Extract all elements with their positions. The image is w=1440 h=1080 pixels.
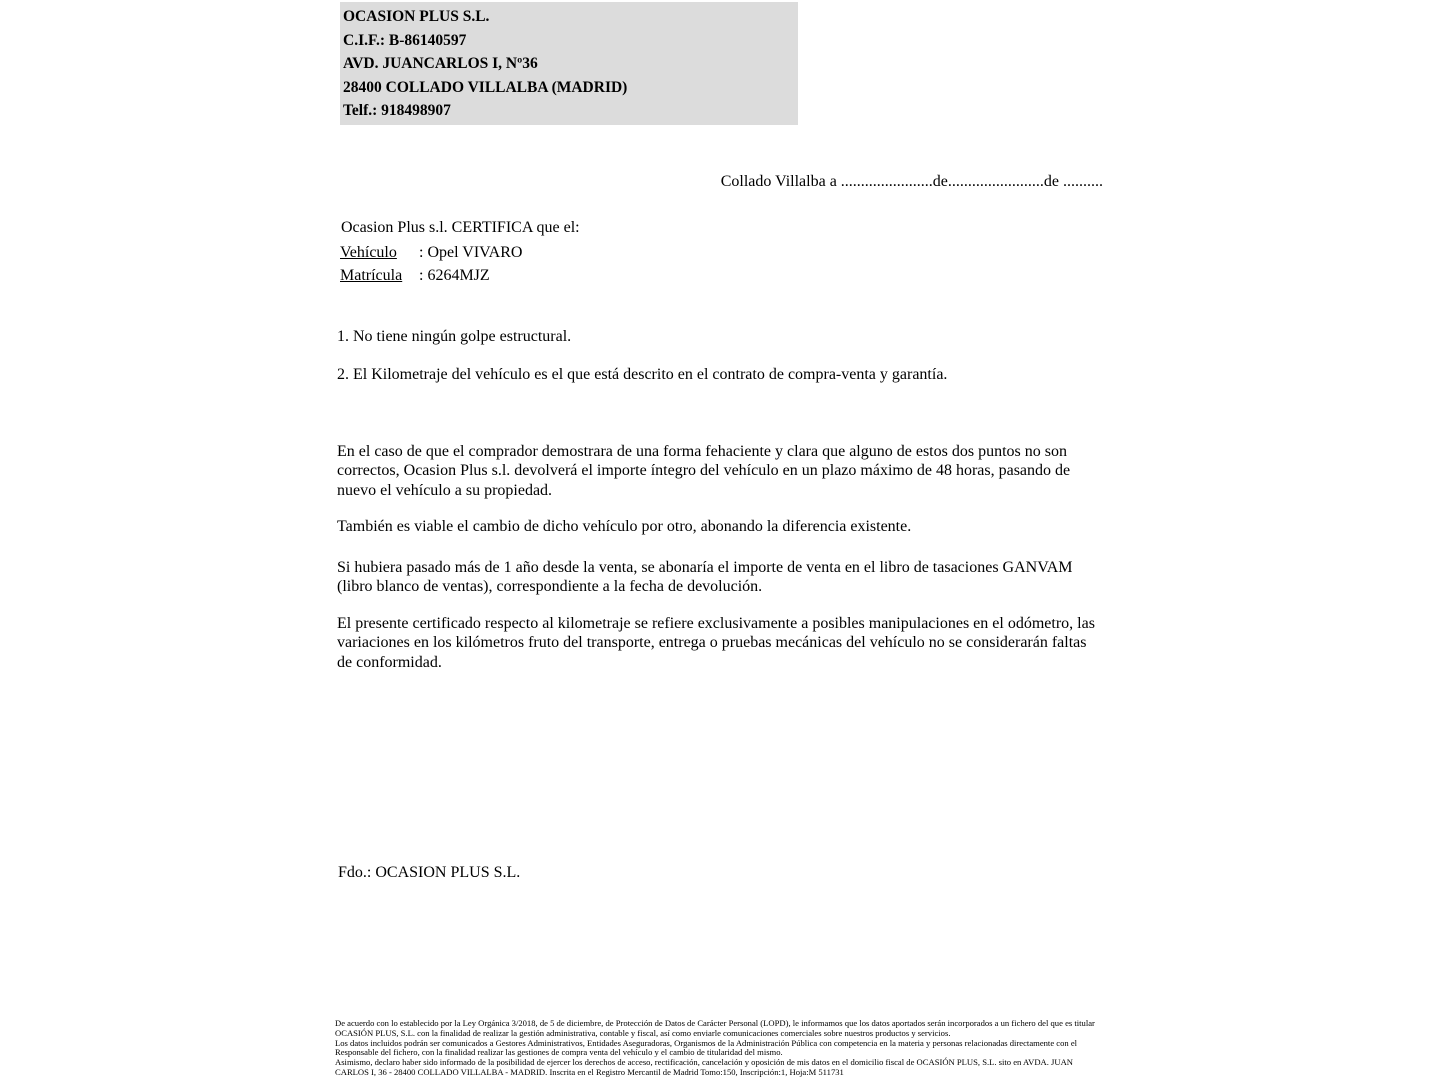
plate-row <box>340 264 1103 288</box>
company-address: AVD. JUANCARLOS I, Nº36 <box>343 55 538 73</box>
certificate-point-2: 2. El Kilometraje del vehículo es el que está descrito en el contrato de compra-venta y garantía. <box>337 365 948 383</box>
body-paragraph-2: También es viable el cambio de dicho vehículo por otro, abonando la diferencia existente. <box>337 518 912 536</box>
certify-intro: Ocasion Plus s.l. CERTIFICA que el: <box>341 218 580 236</box>
company-phone: Telf.: 918498907 <box>343 102 451 120</box>
vehicle-row <box>340 241 1103 265</box>
signature-line: Fdo.: OCASION PLUS S.L. <box>338 864 521 881</box>
plate-label: Matrícula <box>340 267 403 285</box>
certificate-point-1: 1. No tiene ningún golpe estructural. <box>337 327 572 345</box>
company-city: 28400 COLLADO VILLALBA (MADRID) <box>343 78 628 96</box>
vehicle-value: : Opel VIVARO <box>419 243 523 261</box>
legal-paragraph-3: Asimismo, declaro haber sido informado de la posibilidad de ejercer los derechos de acceso, rectificación, cancelación y oposición de mis datos en el domicilio fiscal de OCASIÓN PLUS, S.L. sito en AVDA. JUAN CARLOS I, 36 - 28400 COLLADO VILLALBA - MADRID. Inscrita en el Registro Mercantil de Madrid Tomo:150, Inscripción:1, Hoja:M 511731 <box>335 1057 1074 1077</box>
plate-value: : 6264MJZ <box>419 267 490 285</box>
body-paragraph-1: En el caso de que el comprador demostrara de una forma fehaciente y clara que alguno de estos dos puntos no son correctos, Ocasion Plus s.l. devolverá el importe íntegro del vehículo en un plazo máximo de 48 horas, pasando de nuevo el vehículo a su propiedad. <box>337 442 1071 499</box>
vehicle-label: Vehículo <box>340 243 397 261</box>
body-paragraph-3: Si hubiera pasado más de 1 año desde la venta, se abonaría el importe de venta en el libro de tasaciones GANVAM (libro blanco de ventas), correspondiente a la fecha de devolución. <box>337 558 1073 596</box>
company-cif: C.I.F.: B-86140597 <box>343 31 467 49</box>
legal-footer <box>335 1019 1101 1078</box>
date-line: Collado Villalba a .......................de........................de .......... <box>720 172 1103 190</box>
legal-paragraph-2: Los datos incluidos podrán ser comunicados a Gestores Administrativos, Entidades Aseguradoras, Organismos de la Administración Pública con competencia en la materia y personas relacionadas directamente con el Responsable del fichero, con la finalidad realizar las gestiones de compra venta del vehículo y el cambio de titularidad del mismo. <box>335 1037 1078 1058</box>
document-content <box>337 0 1103 672</box>
body-paragraph-4: El presente certificado respecto al kilometraje se refiere exclusivamente a posibles manipulaciones en el odómetro, las variaciones en los kilómetros fruto del transporte, entrega o pruebas mecánicas del vehículo no se considerarán faltas de conformidad. <box>337 614 1095 671</box>
company-header-box <box>340 2 798 125</box>
legal-paragraph-1: De acuerdo con lo establecido por la Ley Orgánica 3/2018, de 5 de diciembre, de Protección de Datos de Carácter Personal (LOPD), le informamos que los datos aportados serán incorporados a un fichero del que es titular OCASIÓN PLUS, S.L. con la finalidad de realizar la gestión administrativa, contable y fiscal, así como enviarle comunicaciones comerciales sobre nuestros productos y servicios. <box>335 1018 1095 1038</box>
company-name: OCASION PLUS S.L. <box>343 8 490 25</box>
